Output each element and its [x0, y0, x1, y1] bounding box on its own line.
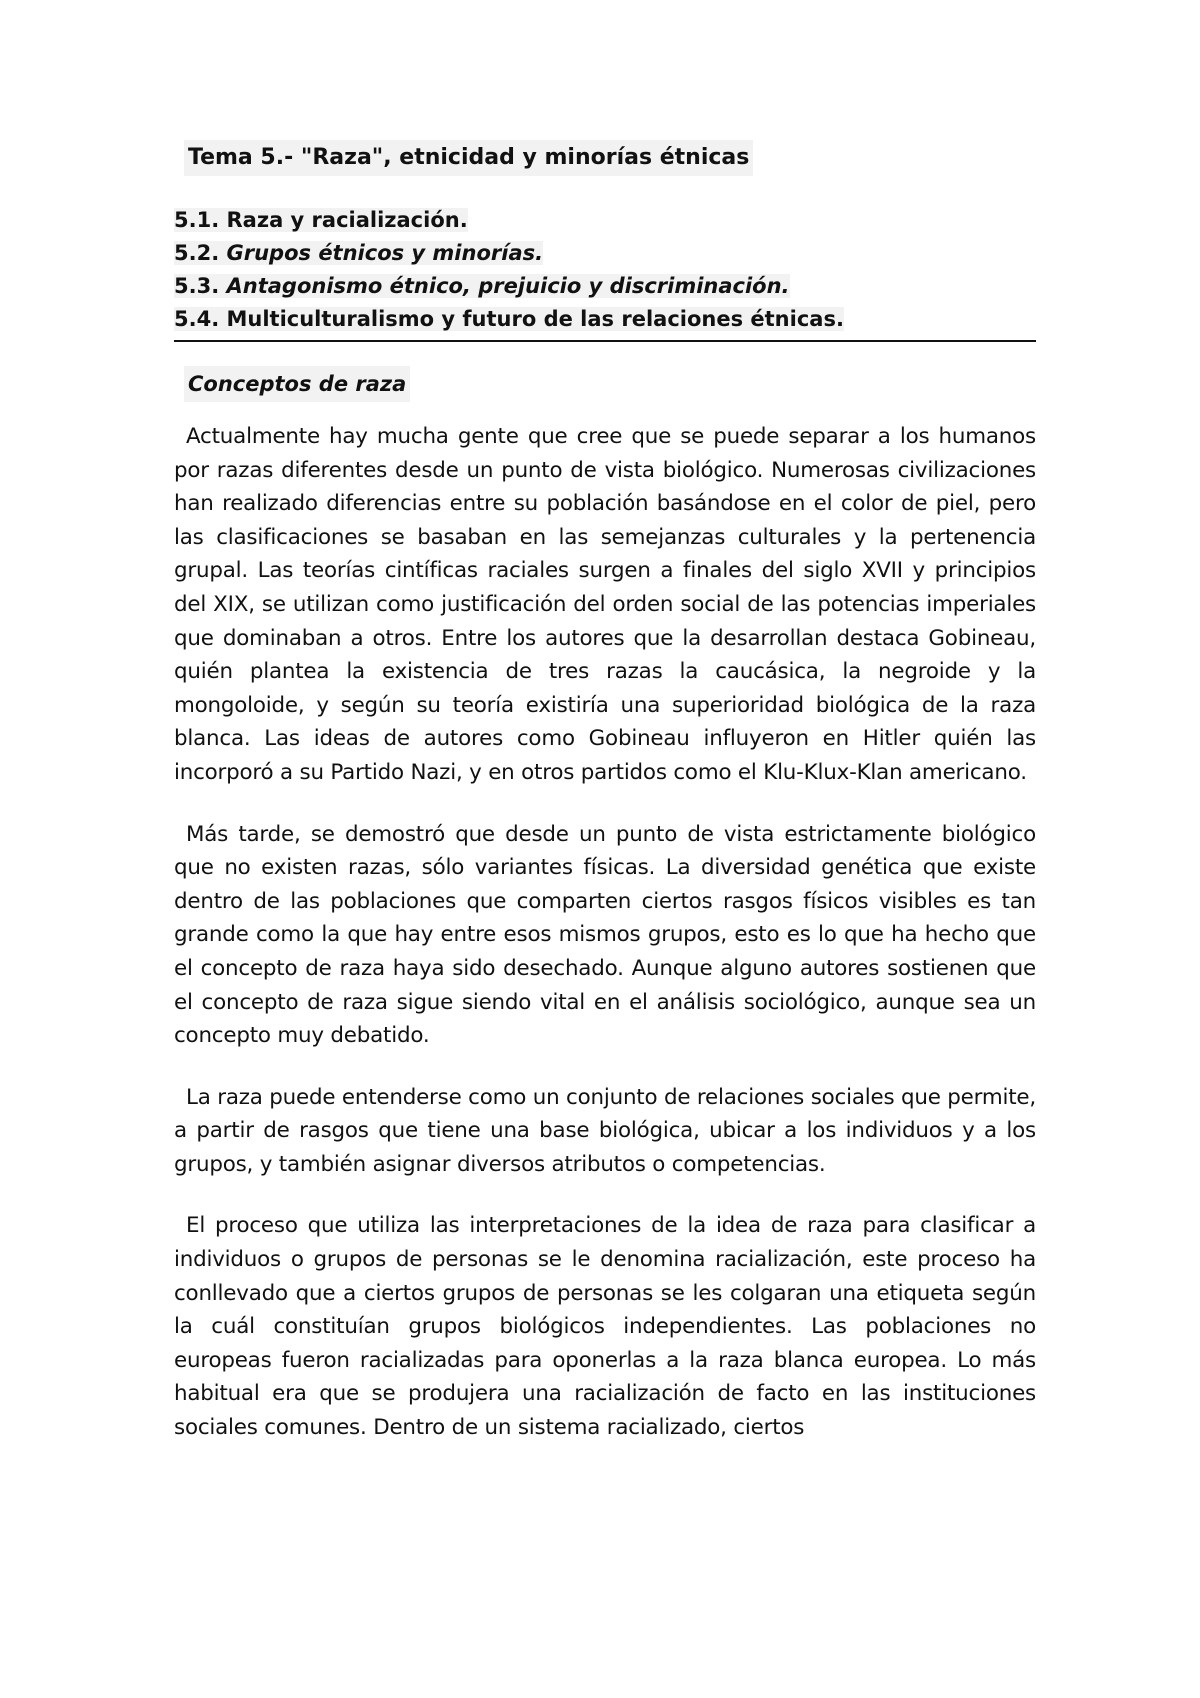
body-paragraph: La raza puede entenderse como un conjunto de relaciones sociales que permite, a partir de rasgos que tiene una base biológica, ubicar a los individuos y a los grupos, y también asignar diversos atributos o competencias.	[174, 1084, 1036, 1177]
toc-item-label: Antagonismo étnico, prejuicio y discriminación.	[226, 274, 790, 298]
body-paragraph: El proceso que utiliza las interpretaciones de la idea de raza para clasificar a individuos o grupos de personas se le denomina racialización, este proceso ha conllevado que a ciertos grupos de personas se les colgaran una etiqueta según la cuál constituían grupos biológicos independientes. Las poblaciones no europeas fueron racializadas para oponerlas a la raza blanca europea. Lo más habitual era que se produjera una racialización de facto en las instituciones sociales comunes. Dentro de un sistema racializado, ciertos	[174, 1213, 1036, 1441]
toc-item-label: Grupos étnicos y minorías.	[226, 241, 544, 265]
toc-item	[174, 303, 1036, 336]
toc-item-label: Multiculturalismo y futuro de las relaciones étnicas.	[226, 307, 844, 331]
document-page	[174, 140, 1036, 1445]
toc-item-number: 5.1.	[174, 208, 220, 232]
toc-item-number: 5.3.	[174, 274, 220, 298]
section-heading: Conceptos de raza	[184, 366, 410, 402]
body-paragraph: Más tarde, se demostró que desde un punto de vista estrictamente biológico que no existen razas, sólo variantes físicas. La diversidad genética que existe dentro de las poblaciones que comparten ciertos rasgos físicos visibles es tan grande como la que hay entre esos mismos grupos, esto es lo que ha hecho que el concepto de raza haya sido desechado. Aunque alguno autores sostienen que el concepto de raza sigue siendo vital en el análisis sociológico, aunque sea un concepto muy debatido.	[174, 821, 1036, 1049]
table-of-contents	[174, 204, 1036, 342]
toc-item-number: 5.4.	[174, 307, 220, 331]
toc-item	[174, 204, 1036, 237]
toc-item	[174, 270, 1036, 303]
toc-item	[174, 237, 1036, 270]
toc-item-number: 5.2.	[174, 241, 220, 265]
toc-item-label: Raza y racialización.	[226, 208, 468, 232]
body-paragraph: Actualmente hay mucha gente que cree que se puede separar a los humanos por razas diferentes desde un punto de vista biológico. Numerosas civilizaciones han realizado diferencias entre su población basándose en el color de piel, pero las clasificaciones se basaban en las semejanzas culturales y la pertenencia grupal. Las teorías cintíficas raciales surgen a finales del siglo XVII y principios del XIX, se utilizan como justificación del orden social de las potencias imperiales que dominaban a otros. Entre los autores que la desarrollan destaca Gobineau, quién plantea la existencia de tres razas la caucásica, la negroide y la mongoloide, y según su teoría existiría una superioridad biológica de la raza blanca. Las ideas de autores como Gobineau influyeron en Hitler quién las incorporó a su Partido Nazi, y en otros partidos como el Klu-Klux-Klan americano.	[174, 424, 1036, 785]
document-title: Tema 5.- "Raza", etnicidad y minorías étnicas	[184, 140, 753, 176]
